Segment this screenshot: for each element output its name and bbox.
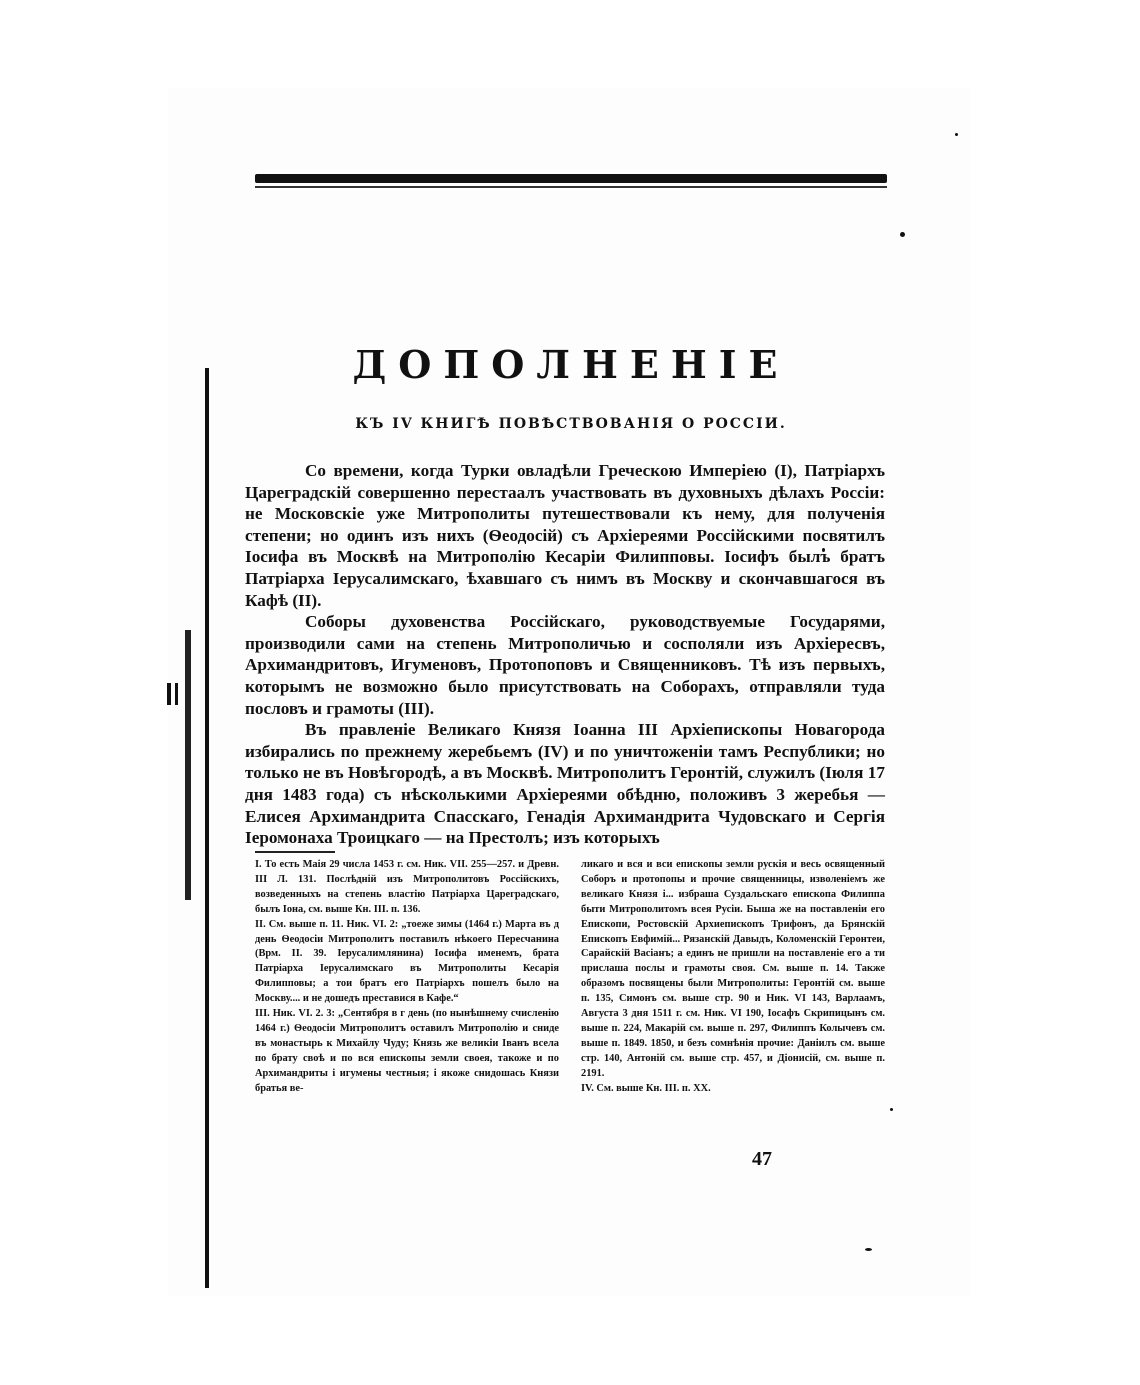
footnote: ликаго и вся и вси епископы земли рускія и весь освященный Соборъ и протопопы и прочие священницы, изволеніемъ же великаго Князя і... избраша Суздальскаго епископа Филиппа быти Митрополитомъ всея Русіи. Быша же на поставленіи его Епископи, Ростовскій Архиепископъ Трифонъ, да Брянскій Епископъ Евфимій... Рязанскій Давыдъ, Коломенскій Геронтеи, Сарайскій Васіанъ; а единъ не пришли на поставленіе его а ти прислаша послы и грамоты своя. См. выше п. 14. Также образомъ посвящены были Митрополиты: Геронтій см. выше п. 135, Симонъ см. выше стр. 90 и Ник. VI 143, Варлаамъ, Августа 3 дня 1511 г. см. Ник. VI 190, Іосафъ Скрипицынъ см. выше п. 224, Макарій см. выше п. 297, Филиппъ Колычевъ см. выше п. 1849. 1850, и безъ сомнѣнія прочие: Даніилъ см. выше стр. 140, Антоній см. выше стр. 457, и Діонисій, см. выше п. 2191.: [581, 859, 885, 1079]
footnote: I. То есть Маія 29 числа 1453 г. см. Ник. VII. 255—257. и Древн. III Л. 131. Послѣдній изъ Митрополитовъ Россійскихъ, возведенныхъ на степень властію Патріарха Цареградскаго, былъ Іона, см. выше Кн. III. п. 136.: [255, 859, 559, 915]
page-number: 47: [752, 1148, 772, 1170]
scan-speck: [890, 1108, 893, 1111]
footnote-rule: [255, 851, 335, 853]
paragraph: Въ правленіе Великаго Князя Іоанна III Архіепископы Новагорода избирались по прежнему жеребьемъ (IV) и по уничтоженіи тамъ Республики; но только не въ Новѣгородѣ, а въ Москвѣ. Митрополитъ Геронтій, служилъ (Іюля 17 дня 1483 года) съ нѣсколькими Архіереями обѣдню, положивъ 3 жеребья — Елисея Архимандрита Спасскаго, Генадія Архимандрита Чудовскаго и Сергія Іеромонаха Троицкаго — на Престолъ; изъ которыхъ: [245, 720, 885, 848]
scan-speck: [900, 232, 905, 237]
binding-gutter-mark: [167, 683, 171, 705]
binding-gutter-mark: [185, 630, 191, 900]
binding-gutter-line: [205, 368, 209, 1288]
paragraph: Соборы духовенства Россійскаго, руководствуемые Государями, производили сами на степень Митрополичью и сосполяли изъ Архіересвъ, Архимандритовъ, Игуменовъ, Протопоповъ и Священниковъ. Тѣ изъ первыхъ, которымъ не возможно было присутствовать на Соборахъ, отправляли туда пословъ и грамоты (III).: [245, 612, 885, 718]
footnote: II. См. выше п. 11. Ник. VI. 2: „тоеже зимы (1464 г.) Марта въ д день Ѳеодосіи Митрополитъ поставилъ нѣкоего Пересчанина (Врм. II. 39. Іерусалимлянина) Іосифа именемъ, брата Патріарха Іерусалимскаго въ Митрополиты Кесарія Филипповы; а тои братъ его Патріархъ пошелъ было на Москву.... и не дошедъ преставися в Кафе.“: [255, 918, 559, 1005]
scan-speck: [865, 1248, 872, 1251]
page-title: ДОПОЛНЕНІЕ: [352, 342, 790, 387]
footnotes-left-column: [255, 858, 559, 1097]
page-subtitle: КЪ IV КНИГѢ ПОВѢСТВОВАНІЯ О РОССІИ.: [355, 416, 787, 432]
footnotes-right-column: [581, 858, 885, 1097]
footnote: IV. См. выше Кн. III. п. XX.: [581, 1082, 711, 1094]
binding-gutter-mark: [175, 683, 178, 705]
footnote: III. Ник. VI. 2. 3: „Сентября в г день (по нынѣшнему счисленію 1464 г.) Ѳеодосіи Митрополитъ оставилъ Митрополію и сниде въ монастырь к Михайлу Чуду; Князь же великіи Іванъ всела по брату своѣ и по вся епископы земли своея, такоже и по Архимандриты і игумены честныя; і якоже снидошась Князи братья ве-: [255, 1008, 559, 1094]
main-text: [245, 460, 885, 849]
scan-speck: [955, 133, 958, 136]
header-rule-thin: [255, 186, 887, 188]
footnotes: [255, 858, 885, 1097]
header-rule: [255, 174, 887, 183]
paragraph: Со времени, когда Турки овладѣли Греческою Имперіею (I), Патріархъ Цареградскій совершенно перестаалъ участвовать въ духовныхъ дѣлахъ Россіи: не Московскіе уже Митрополиты путешествовали къ нему, для полученія степени; но одинъ изъ нихъ (Ѳеодосій) съ Архіереями Россійскими посвятилъ Іосифа въ Москвѣ на Митрополію Кесаріи Филипповы. Іосифъ былъ братъ Патріарха Іерусалимскаго, ѣхавшаго съ нимъ въ Москву и скончавшагося въ Кафѣ (II).: [245, 461, 885, 610]
